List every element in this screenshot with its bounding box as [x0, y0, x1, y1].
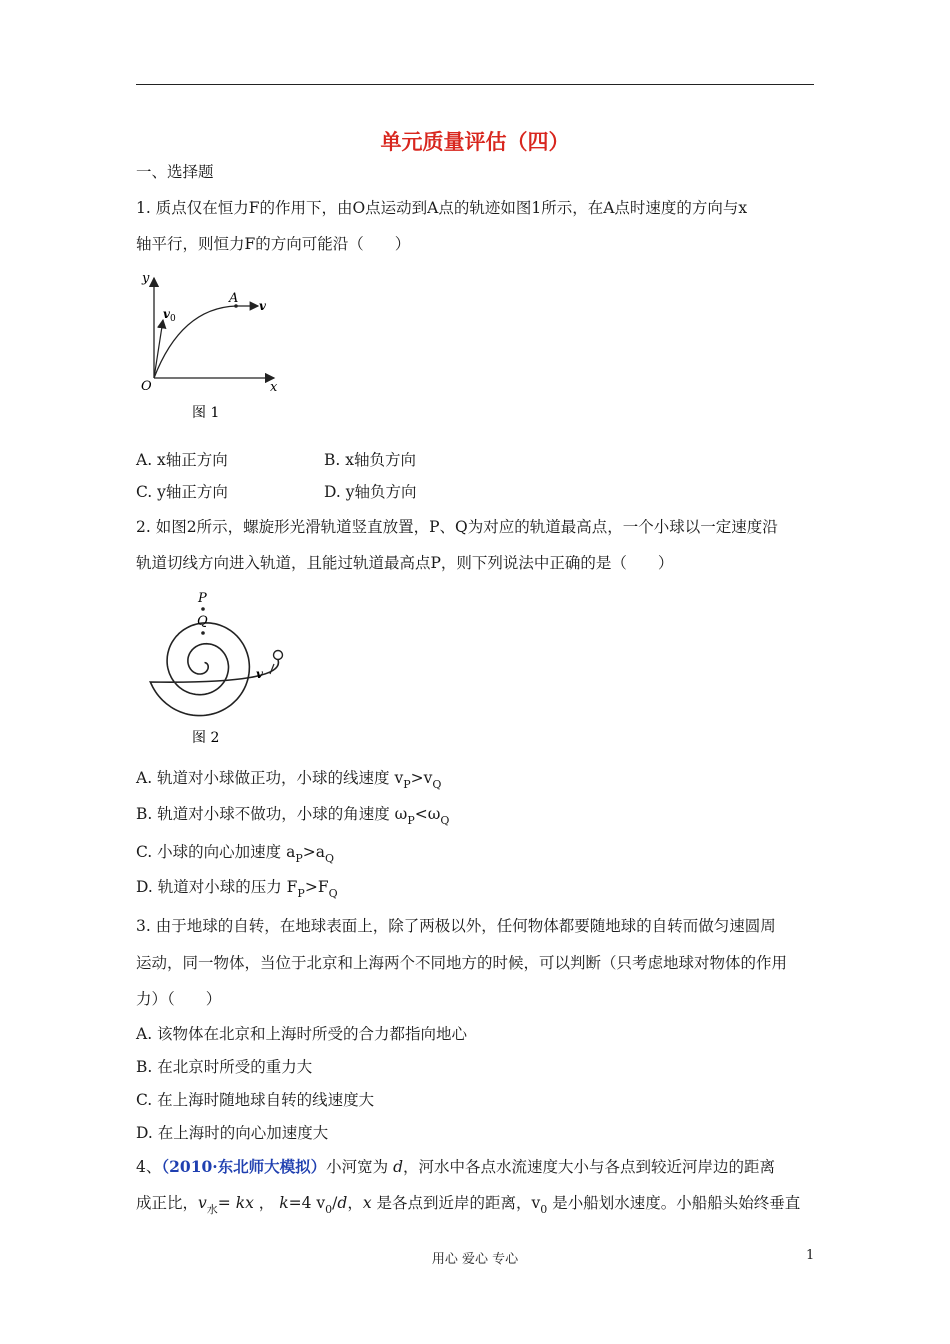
q2-option-a[interactable]: A. 轨道对小球做正功，小球的线速度 $v_P>v_Q$	[136, 769, 442, 791]
q1-text-line2: 轴平行，则恒力F的方向可能沿（ ）	[136, 235, 411, 253]
x-label: x	[270, 380, 278, 395]
figure-2	[136, 584, 296, 754]
q3-option-d[interactable]: D. 在上海时的向心加速度大	[136, 1124, 329, 1142]
v-label-2: v	[256, 667, 263, 681]
figure-1	[136, 266, 286, 426]
q1-option-d[interactable]: D. y轴负方向	[324, 483, 417, 501]
v-label: v	[259, 299, 266, 313]
q3-option-a[interactable]: A. 该物体在北京和上海时所受的合力都指向地心	[136, 1025, 468, 1043]
q2-option-d[interactable]: D. 轨道对小球的压力 $F_P>F_Q$	[136, 878, 338, 900]
v0-subscript: 0	[170, 314, 176, 324]
q3-text-line3: 力）（ ）	[136, 990, 222, 1008]
q2-text-line2: 轨道切线方向进入轨道，且能过轨道最高点P，则下列说法中正确的是（ ）	[136, 554, 674, 572]
page-number: 1	[806, 1248, 815, 1263]
a-label: A	[229, 291, 239, 306]
q2-option-c[interactable]: C. 小球的向心加速度 $a_P>a_Q$	[136, 843, 335, 865]
q2-option-b[interactable]: B. 轨道对小球不做功，小球的角速度 $\omega_P<\omega_Q$	[136, 805, 450, 827]
q1-options-row1	[136, 450, 816, 470]
p-label: P	[198, 591, 207, 606]
q1-option-b[interactable]: B. x轴负方向	[324, 451, 416, 469]
q3-option-b[interactable]: B. 在北京时所受的重力大	[136, 1058, 313, 1076]
q3-text-line1: 3. 由于地球的自转，在地球表面上，除了两极以外，任何物体都要随地球的自转而做匀速圆周	[136, 917, 776, 935]
q-label: Q	[197, 614, 208, 629]
ball	[274, 651, 283, 660]
initial-velocity-arrow	[154, 320, 163, 378]
point-q	[201, 631, 205, 635]
q1-option-c[interactable]: C. y轴正方向	[136, 483, 228, 501]
point-p	[201, 607, 205, 611]
section-heading: 一、选择题	[136, 163, 214, 181]
v0-label: v	[163, 307, 170, 321]
q1-options-row2	[136, 482, 816, 502]
q1-option-a[interactable]: A. x轴正方向	[136, 451, 228, 469]
q3-text-line2: 运动，同一物体，当位于北京和上海两个不同地方的时候，可以判断（只考虑地球对物体的作用	[136, 954, 788, 972]
q2-text-line1: 2. 如图2所示，螺旋形光滑轨道竖直放置，P、Q为对应的轨道最高点，一个小球以一定速度沿	[136, 518, 778, 536]
q4-source: （2010·东北师大模拟）	[161, 1157, 327, 1176]
header-rule	[136, 84, 814, 85]
ball-velocity-arrow	[270, 664, 274, 674]
page-title: 单元质量评估（四）	[380, 130, 570, 154]
figure-1-caption: 图 1	[192, 405, 220, 421]
y-label: y	[142, 271, 150, 286]
page-footer: 用心 爱心 专心	[431, 1252, 519, 1267]
figure-2-caption: 图 2	[192, 730, 220, 746]
q1-text-line1: 1. 质点仅在恒力F的作用下，由O点运动到A点的轨迹如图1所示，在A点时速度的方向与x	[136, 199, 748, 217]
q4-text-line2: 成正比，$v_水=$ kx ， k=4 $v_0/d$，x 是各点到近岸的距离，$v_0$ 是小船划水速度。小船船头始终垂直	[136, 1194, 801, 1216]
q3-option-c[interactable]: C. 在上海时随地球自转的线速度大	[136, 1091, 375, 1109]
origin-label: O	[141, 379, 152, 394]
q4-text-line1: 4、（2010·东北师大模拟）小河宽为 d，河水中各点水流速度大小与各点到较近河岸边的距离	[136, 1157, 776, 1176]
